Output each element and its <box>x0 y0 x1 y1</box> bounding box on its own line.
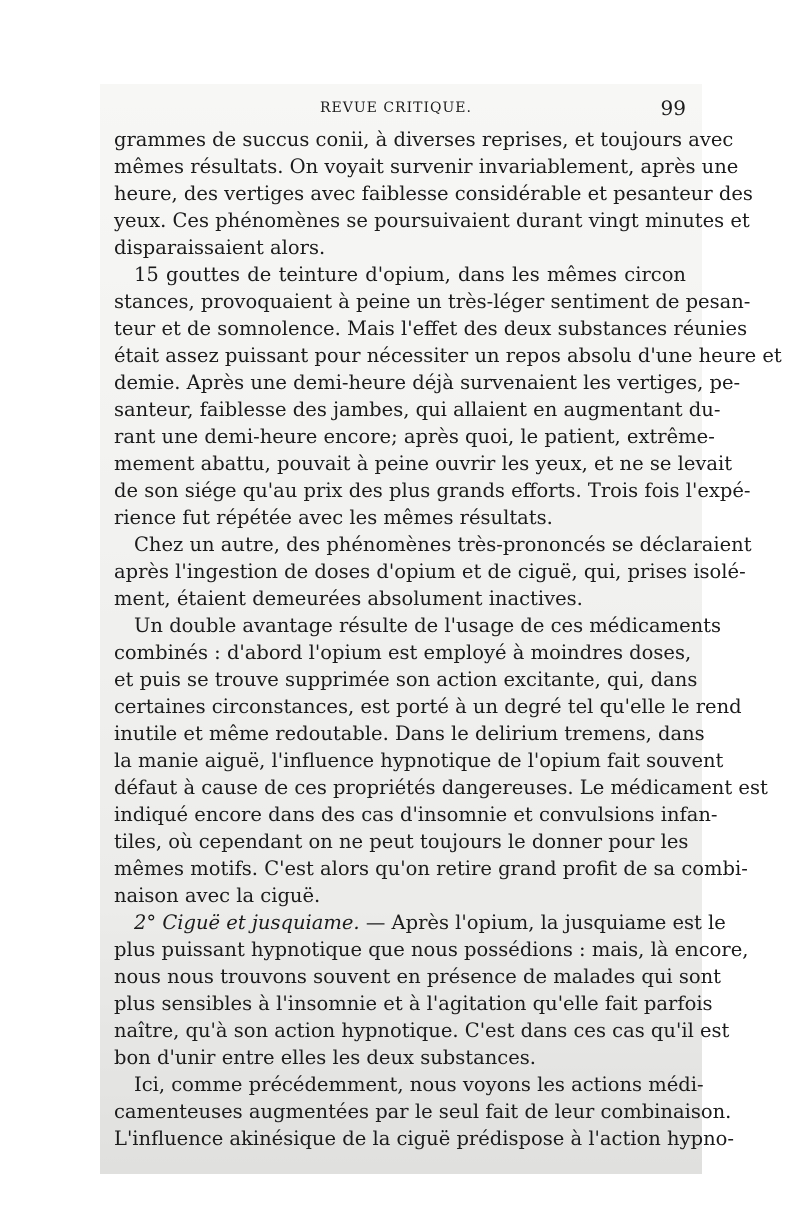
text-line: de son siége qu'au prix des plus grands efforts. Trois fois l'expé- <box>114 479 751 502</box>
paragraph-start-line: Un double avantage résulte de l'usage de ces médicaments <box>134 614 722 637</box>
text-line: mêmes résultats. On voyait survenir invariablement, après une <box>114 155 739 178</box>
text-line: tiles, où cependant on ne peut toujours le donner pour les <box>114 830 689 853</box>
text-line: plus puissant hypnotique que nous possédions : mais, là encore, <box>114 938 749 961</box>
text-line: inutile et même redoutable. Dans le delirium tremens, dans <box>114 722 705 745</box>
text-line: bon d'unir entre elles les deux substances. <box>114 1046 536 1069</box>
text-line: après l'ingestion de doses d'opium et de ciguë, qui, prises isolé- <box>114 560 746 583</box>
text-line: disparaissaient alors. <box>114 236 326 259</box>
text-line: plus sensibles à l'insomnie et à l'agitation qu'elle fait parfois <box>114 992 713 1015</box>
text-line: camenteuses augmentées par le seul fait de leur combinaison. <box>114 1100 732 1123</box>
text-line: défaut à cause de ces propriétés dangereuses. Le médicament est <box>114 776 768 799</box>
text-line: mement abattu, pouvait à peine ouvrir les yeux, et ne se levait <box>114 452 733 475</box>
text-line: rience fut répétée avec les mêmes résultats. <box>114 506 553 529</box>
body-text <box>114 126 782 1152</box>
text-line: naître, qu'à son action hypnotique. C'est dans ces cas qu'il est <box>114 1019 730 1042</box>
text-line: L'influence akinésique de la ciguë prédispose à l'action hypno- <box>114 1127 734 1150</box>
paragraph-start-line: Ici, comme précédemment, nous voyons les actions médi- <box>134 1073 704 1096</box>
text-line: yeux. Ces phénomènes se poursuivaient durant vingt minutes et <box>114 209 750 232</box>
section-heading-line <box>114 909 726 936</box>
text-line: indiqué encore dans des cas d'insomnie et convulsions infan- <box>114 803 718 826</box>
page-header <box>112 96 690 124</box>
text-line: nous nous trouvons souvent en présence de malades qui sont <box>114 965 722 988</box>
running-title: REVUE CRITIQUE. <box>320 100 472 116</box>
text-line: teur et de somnolence. Mais l'effet des deux substances réunies <box>114 317 748 340</box>
paragraph-start-line: Chez un autre, des phénomènes très-prononcés se déclaraient <box>134 533 752 556</box>
text-line: et puis se trouve supprimée son action excitante, qui, dans <box>114 668 698 691</box>
text-line: combinés : d'abord l'opium est employé à moindres doses, <box>114 641 692 664</box>
text-line: mêmes motifs. C'est alors qu'on retire grand profit de sa combi- <box>114 857 748 880</box>
text-line: heure, des vertiges avec faiblesse considérable et pesanteur des <box>114 182 753 205</box>
page-number: 99 <box>660 96 686 120</box>
text-line: grammes de succus conii, à diverses reprises, et toujours avec <box>114 128 734 151</box>
text-line: était assez puissant pour nécessiter un repos absolu d'une heure et <box>114 344 782 367</box>
text-line: certaines circonstances, est porté à un degré tel qu'elle le rend <box>114 695 742 718</box>
text-line: la manie aiguë, l'influence hypnotique de l'opium fait souvent <box>114 749 724 772</box>
section-heading: 2° Ciguë et jusquiame. <box>134 911 360 934</box>
paragraph-start-line: 15 gouttes de teinture d'opium, dans les mêmes circon <box>134 263 686 286</box>
text-line: stances, provoquaient à peine un très-léger sentiment de pesan- <box>114 290 751 313</box>
text-line: ment, étaient demeurées absolument inactives. <box>114 587 583 610</box>
section-heading-text: — Après l'opium, la jusquiame est le <box>365 911 726 934</box>
text-line: naison avec la ciguë. <box>114 884 321 907</box>
text-line: demie. Après une demi-heure déjà survenaient les vertiges, pe- <box>114 371 741 394</box>
text-line: santeur, faiblesse des jambes, qui allaient en augmentant du- <box>114 398 721 421</box>
text-line: rant une demi-heure encore; après quoi, le patient, extrême- <box>114 425 715 448</box>
